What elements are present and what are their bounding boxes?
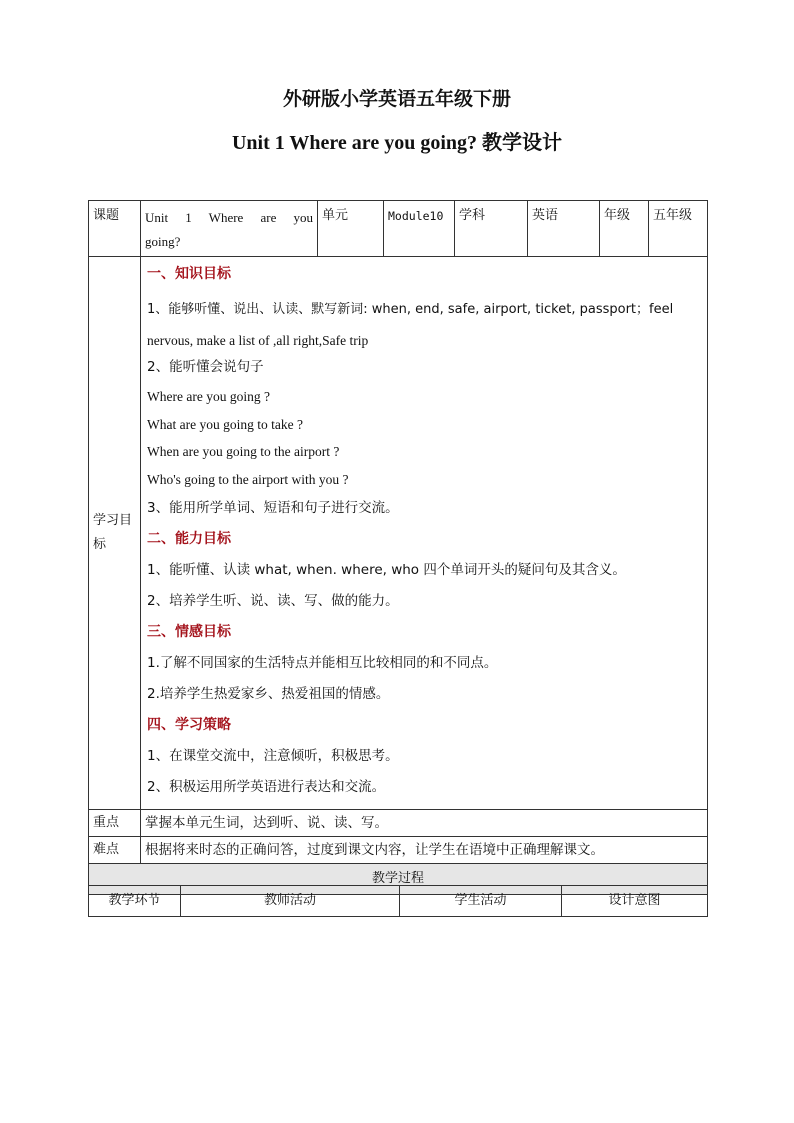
- unit-label: 单元: [318, 201, 384, 257]
- header-row: [89, 201, 708, 257]
- emotion-goals-heading: 三、情感目标: [147, 624, 231, 640]
- process-columns-table: [88, 885, 708, 917]
- document-title: 外研版小学英语五年级下册: [282, 88, 511, 110]
- subject-label: 学科: [455, 201, 528, 257]
- key-points-value: 掌握本单元生词，达到听、说、读、写。: [141, 810, 708, 837]
- objectives-row: [89, 257, 708, 810]
- ability-goal-1: 1、能听懂、认读 what, when. where, who 四个单词开头的疑问句及其含义。: [147, 562, 626, 578]
- strategy-2: 2、积极运用所学英语进行表达和交流。: [147, 779, 386, 795]
- emotion-goal-1: 1.了解不同国家的生活特点并能相互比较相同的和不同点。: [147, 655, 498, 671]
- grade-value: 五年级: [649, 201, 708, 257]
- lesson-plan-table: [88, 200, 708, 895]
- process-columns-row: [89, 886, 708, 917]
- knowledge-goals-heading: 一、知识目标: [147, 266, 231, 282]
- communication-goal-line: 3、能用所学单词、短语和句子进行交流。: [147, 500, 399, 516]
- sentence-who: Who's going to the airport with you ?: [147, 471, 349, 487]
- process-col-teacher: 教师活动: [181, 886, 400, 917]
- ability-goals-heading: 二、能力目标: [147, 531, 231, 547]
- objectives-content: [141, 257, 708, 810]
- sentence-where: Where are you going ?: [147, 389, 270, 404]
- topic-label: 课题: [89, 201, 141, 257]
- new-phrases-line: nervous, make a list of ,all right,Safe trip: [147, 333, 369, 348]
- topic-value: Unit 1 Where are you going?: [141, 201, 318, 257]
- unit-value: Module10: [384, 201, 455, 257]
- difficulties-row: [89, 837, 708, 864]
- ability-goal-2: 2、培养学生听、说、读、写、做的能力。: [147, 593, 399, 609]
- sentences-heading-line: 2、能听懂会说句子: [147, 359, 264, 375]
- emotion-goal-2: 2.培养学生热爱家乡、热爱祖国的情感。: [147, 686, 390, 702]
- key-points-row: [89, 810, 708, 837]
- objectives-label: 学习目标: [89, 257, 141, 810]
- document-subtitle: Unit 1 Where are you going? 教学设计: [231, 132, 562, 154]
- strategy-1: 1、在课堂交流中，注意倾听，积极思考。: [147, 748, 399, 764]
- process-col-intent: 设计意图: [562, 886, 708, 917]
- difficulties-value: 根据将来时态的正确问答，过度到课文内容，让学生在语境中正确理解课文。: [141, 837, 708, 864]
- new-words-line: 1、能够听懂、说出、认读、默写新词: when, end, safe, airport, ticket, passport；feel: [147, 302, 674, 317]
- process-col-student: 学生活动: [400, 886, 562, 917]
- learning-strategy-heading: 四、学习策略: [147, 717, 231, 733]
- process-col-stage: 教学环节: [89, 886, 181, 917]
- sentence-what: What are you going to take ?: [147, 416, 303, 432]
- grade-label: 年级: [600, 201, 649, 257]
- difficulties-label: 难点: [89, 837, 141, 864]
- subject-value: 英语: [528, 201, 600, 257]
- process-header: 教学过程: [89, 864, 708, 895]
- sentence-when: When are you going to the airport ?: [147, 444, 340, 459]
- key-points-label: 重点: [89, 810, 141, 837]
